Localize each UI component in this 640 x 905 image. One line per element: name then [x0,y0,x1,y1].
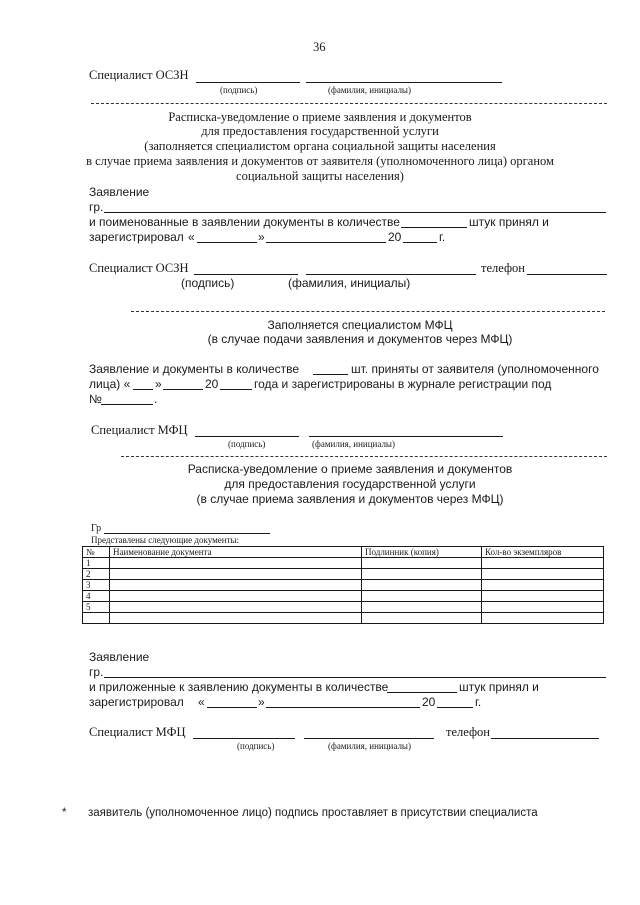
row-doc-name [110,602,362,613]
receipt1-title-4: в случае приема заявления и документов от заявителя (уполномоченного лица) органом [86,154,554,168]
table-header-row [83,547,604,558]
mfc-text-1a: Заявление и документы в количестве [89,362,300,376]
table-row [83,591,604,602]
caption-name: (фамилия, инициалы) [328,85,411,95]
name-line [306,82,502,83]
mfc-caption-signature: (подпись) [228,439,266,449]
row-copies-count [482,613,604,624]
mfc-count-line [313,374,348,375]
page-number: 36 [313,40,326,54]
receipt2-year-prefix: 20 [422,695,436,709]
cut-line-2 [131,311,605,312]
row-copies-count [482,558,604,569]
mfc-day-line [133,389,153,390]
row-copies-count [482,591,604,602]
cut-line [91,103,607,104]
receipt2-quote-open: « [198,695,205,709]
receipt2-phone-line [491,738,599,739]
table-row [83,613,604,624]
row-doc-name [110,591,362,602]
citizen-name-line [104,212,606,213]
receipt2-citizen-line [104,533,270,534]
mfc-reg-number-line [101,404,153,405]
phone-line [527,274,607,275]
row-number: 5 [83,602,110,613]
receipt2-docs-text: и приложенные к заявлению документы в количестве [89,680,389,694]
receipt2-application-label: Заявление [89,650,150,664]
row-copies-count [482,602,604,613]
row-original-copy [362,580,482,591]
receipt1-title-3: (заполняется специалистом органа социальной защиты населения [144,139,496,153]
receipt2-docs-accepted: штук принял и [459,680,539,694]
receipt2-title-3: (в случае приема заявления и документов через МФЦ) [196,492,504,506]
row-number: 4 [83,591,110,602]
row-number: 1 [83,558,110,569]
header-original-copy: Подлинник (копия) [362,547,482,558]
mfc-text-2c: 20 [205,377,219,391]
mfc-text-3a: № [89,392,102,406]
row-number [83,613,110,624]
receipt1-title-1: Расписка-уведомление о приеме заявления и документов [168,110,472,124]
table-row [83,580,604,591]
receipt2-month-line [266,707,420,708]
mfc-text-2b: » [155,377,162,391]
cut-line-3 [121,456,607,457]
docs-count-line [401,227,467,228]
mfc-text-1b: шт. приняты от заявителя (уполномоченного [351,362,599,376]
mfc-title-2: (в случае подачи заявления и документов через МФЦ) [207,332,513,346]
year-line [403,242,437,243]
caption-name-2: (фамилия, инициалы) [288,276,411,290]
application-label: Заявление [89,185,150,199]
header-number: № [83,547,110,558]
mfc-year-line [220,389,252,390]
row-original-copy [362,591,482,602]
month-line [266,242,386,243]
specialist-mfc-label: Специалист МФЦ [91,423,188,437]
receipt2-year-line [437,707,473,708]
receipt2-docs-count-line [387,692,457,693]
registered-label: зарегистрировал [89,230,184,244]
receipt2-citizen-prefix: Гр [91,523,102,534]
mfc-signature-line [195,436,299,437]
phone-label: телефон [481,261,525,275]
receipt2-name-line [304,738,434,739]
docs-presented-label: Представлены следующие документы: [91,535,240,545]
row-doc-name [110,580,362,591]
table-row [83,558,604,569]
signature-line-2 [194,274,298,275]
caption-signature-2: (подпись) [181,276,235,290]
row-number: 2 [83,569,110,580]
table-row [83,569,604,580]
row-copies-count [482,580,604,591]
row-original-copy [362,613,482,624]
receipt1-title-2: для предоставления государственной услуги [201,124,439,138]
year-prefix: 20 [388,230,402,244]
mfc-caption-name: (фамилия, инициалы) [312,439,395,449]
name-line-2 [306,274,476,275]
receipt2-signature-line [193,738,295,739]
specialist-oszn-label: Специалист ОСЗН [89,68,189,82]
header-copies-count: Кол-во экземпляров [482,547,604,558]
mfc-title-1: Заполняется специалистом МФЦ [267,318,453,332]
footnote-text: заявитель (уполномоченное лицо) подпись проставляет в присутствии специалиста [88,807,538,819]
receipt2-quote-close: » [258,695,265,709]
mfc-name-line [309,436,503,437]
signature-line [196,82,300,83]
row-doc-name [110,569,362,580]
mfc-text-2d: года и зарегистрированы в журнале регистрации под [254,377,552,391]
row-original-copy [362,569,482,580]
receipt2-title-1: Расписка-уведомление о приеме заявления и документов [187,462,513,476]
row-original-copy [362,558,482,569]
docs-accepted-text: штук принял и [469,215,549,229]
row-number: 3 [83,580,110,591]
mfc-month-line [163,389,203,390]
year-suffix: г. [439,230,446,244]
mfc-text-3b: . [154,392,158,406]
caption-signature: (подпись) [220,85,258,95]
footnote-marker: * [62,807,67,819]
receipt1-title-5: социальной защиты населения) [236,169,404,183]
receipt2-citizen-prefix-2: гр. [89,665,104,679]
row-original-copy [362,602,482,613]
receipt2-phone-label: телефон [446,725,490,739]
row-doc-name [110,613,362,624]
receipt2-registered-label: зарегистрировал [89,695,184,709]
receipt2-specialist-label: Специалист МФЦ [89,725,186,739]
receipt2-day-line [207,707,257,708]
row-copies-count [482,569,604,580]
citizen-prefix: гр. [89,200,104,214]
receipt2-year-suffix: г. [475,695,482,709]
receipt2-caption-name: (фамилия, инициалы) [328,741,411,751]
docs-count-text: и поименованные в заявлении документы в количестве [89,215,400,229]
receipt2-citizen-name-line [104,677,606,678]
mfc-text-2a: лица) « [89,377,131,391]
header-doc-name: Наименование документа [110,547,362,558]
day-line [197,242,257,243]
documents-table [82,546,604,624]
receipt2-title-2: для предоставления государственной услуги [224,477,476,491]
specialist-oszn-label-2: Специалист ОСЗН [89,261,189,275]
receipt2-caption-signature: (подпись) [237,741,275,751]
quote-open: « [188,230,195,244]
row-doc-name [110,558,362,569]
quote-close: » [258,230,265,244]
table-row [83,602,604,613]
